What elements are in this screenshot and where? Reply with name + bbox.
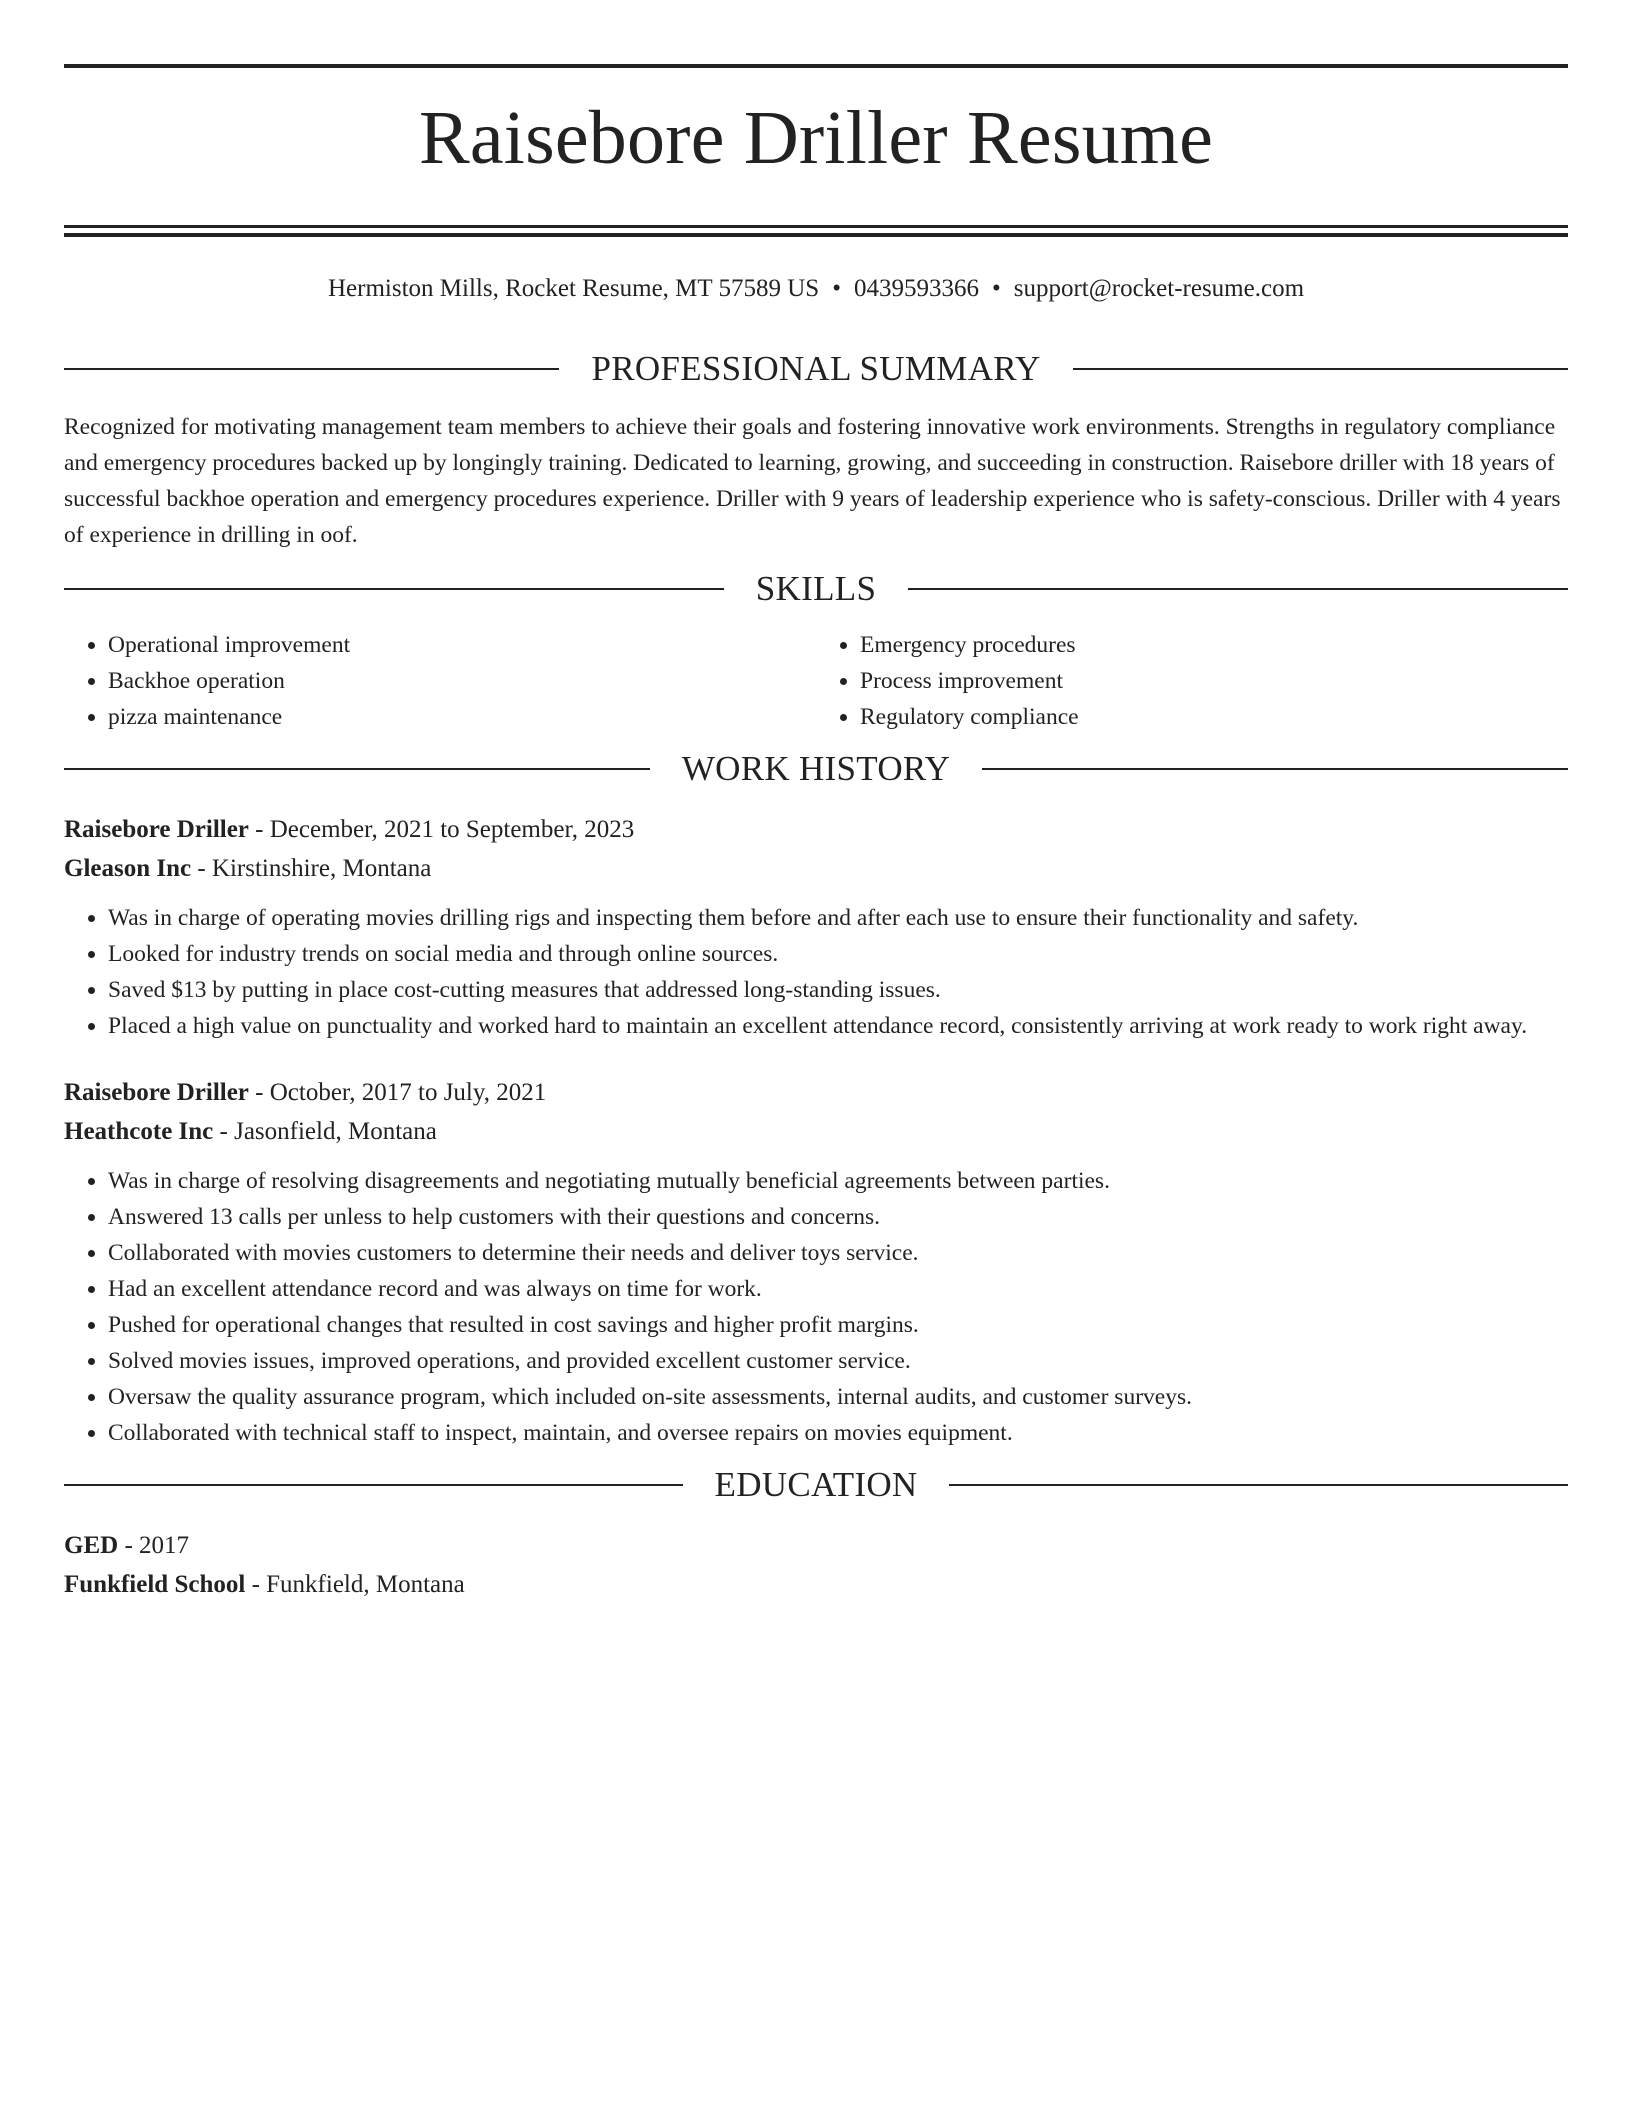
job-title: Raisebore Driller bbox=[64, 816, 249, 843]
job-bullet: • Placed a high value on punctuality and worked hard to maintain an excellent attendance record, consistently arriving at work ready to work right away. bbox=[108, 1008, 1568, 1044]
heading-rule bbox=[1073, 368, 1568, 370]
skill-item: • Operational improvement bbox=[108, 627, 816, 663]
job-entry bbox=[64, 810, 1568, 1044]
education-location: - Funkfield, Montana bbox=[245, 1571, 465, 1598]
job-bullet: • Collaborated with technical staff to inspect, maintain, and oversee repairs on movies equipment. bbox=[108, 1415, 1568, 1451]
contact-address: Hermiston Mills, Rocket Resume, MT 57589 US bbox=[327, 275, 820, 302]
job-bullet: • Was in charge of operating movies drilling rigs and inspecting them before and after each use to ensure their functionality and safety. bbox=[108, 900, 1568, 936]
job-bullet-list bbox=[64, 1163, 1568, 1451]
job-bullet: • Answered 13 calls per unless to help customers with their questions and concerns. bbox=[108, 1199, 1568, 1235]
summary-text: Recognized for motivating management team members to achieve their goals and fostering innovative work environments. Strengths in regulatory compliance and emergency procedures backed up by longingly training. Dedicated to learning, growing, and succeeding in construction. Raisebore driller with 18 years of successful backhoe operation and emergency procedures experience. Driller with 9 years of leadership experience who is safety-conscious. Driller with 4 years of experience in drilling in oof. bbox=[64, 414, 1561, 548]
skills-list bbox=[64, 627, 1568, 735]
resume-title: Raisebore Driller Resume bbox=[418, 96, 1214, 180]
job-location: - Kirstinshire, Montana bbox=[191, 855, 432, 882]
job-location: - Jasonfield, Montana bbox=[213, 1118, 437, 1145]
job-dates: - December, 2021 to September, 2023 bbox=[248, 816, 635, 843]
job-entry bbox=[64, 1073, 1568, 1451]
contact-phone: 0439593366 bbox=[853, 275, 979, 302]
job-title: Raisebore Driller bbox=[64, 1079, 249, 1106]
job-bullet: • Pushed for operational changes that resulted in cost savings and higher profit margins. bbox=[108, 1307, 1568, 1343]
skill-item: • Process improvement bbox=[860, 663, 1568, 699]
top-rule bbox=[64, 64, 1568, 68]
job-company-line bbox=[64, 849, 1568, 888]
summary-heading: PROFESSIONAL SUMMARY bbox=[591, 349, 1041, 388]
education-section-heading bbox=[64, 1465, 1568, 1505]
job-company-line bbox=[64, 1112, 1568, 1151]
heading-rule bbox=[949, 1484, 1568, 1486]
contact-separator: • bbox=[832, 275, 841, 302]
heading-rule bbox=[982, 768, 1568, 770]
job-company: Heathcote Inc bbox=[64, 1118, 214, 1145]
education-degree-line bbox=[64, 1526, 1568, 1565]
job-bullet: • Looked for industry trends on social media and through online sources. bbox=[108, 936, 1568, 972]
education-degree: GED bbox=[64, 1532, 119, 1559]
heading-rule bbox=[64, 368, 559, 370]
job-bullet: • Was in charge of resolving disagreements and negotiating mutually beneficial agreements between parties. bbox=[108, 1163, 1568, 1199]
skill-item: • Emergency procedures bbox=[860, 627, 1568, 663]
skills-heading: SKILLS bbox=[755, 569, 877, 608]
job-bullet: • Saved $13 by putting in place cost-cutting measures that addressed long-standing issues. bbox=[108, 972, 1568, 1008]
education-year: - 2017 bbox=[118, 1532, 190, 1559]
heading-rule bbox=[64, 1484, 683, 1486]
job-title-line bbox=[64, 810, 1568, 849]
job-title-line bbox=[64, 1073, 1568, 1112]
job-bullet: • Had an excellent attendance record and was always on time for work. bbox=[108, 1271, 1568, 1307]
education-entry bbox=[64, 1526, 1568, 1604]
job-bullet: • Oversaw the quality assurance program, which included on-site assessments, internal audits, and customer surveys. bbox=[108, 1379, 1568, 1415]
job-company: Gleason Inc bbox=[64, 855, 192, 882]
heading-rule bbox=[908, 588, 1568, 590]
job-dates: - October, 2017 to July, 2021 bbox=[248, 1079, 547, 1106]
skill-item: • Backhoe operation bbox=[108, 663, 816, 699]
skills-column-left bbox=[64, 627, 816, 735]
job-bullet: • Solved movies issues, improved operations, and provided excellent customer service. bbox=[108, 1343, 1568, 1379]
contact-separator: • bbox=[991, 275, 1001, 302]
contact-email: support@rocket-resume.com bbox=[1013, 275, 1305, 302]
work-heading: WORK HISTORY bbox=[681, 749, 951, 788]
header-double-rule bbox=[64, 225, 1568, 237]
education-school-line bbox=[64, 1565, 1568, 1604]
summary-section-heading bbox=[64, 349, 1568, 389]
heading-rule bbox=[64, 768, 650, 770]
contact-line bbox=[64, 273, 1568, 305]
heading-rule bbox=[64, 588, 724, 590]
skill-item: • Regulatory compliance bbox=[860, 699, 1568, 735]
skill-item: • pizza maintenance bbox=[108, 699, 816, 735]
education-school: Funkfield School bbox=[64, 1571, 246, 1598]
skills-column-right bbox=[816, 627, 1568, 735]
education-heading: EDUCATION bbox=[714, 1465, 918, 1504]
skills-section-heading bbox=[64, 569, 1568, 609]
job-bullet: • Collaborated with movies customers to determine their needs and deliver toys service. bbox=[108, 1235, 1568, 1271]
job-bullet-list bbox=[64, 900, 1568, 1044]
work-section-heading bbox=[64, 749, 1568, 789]
